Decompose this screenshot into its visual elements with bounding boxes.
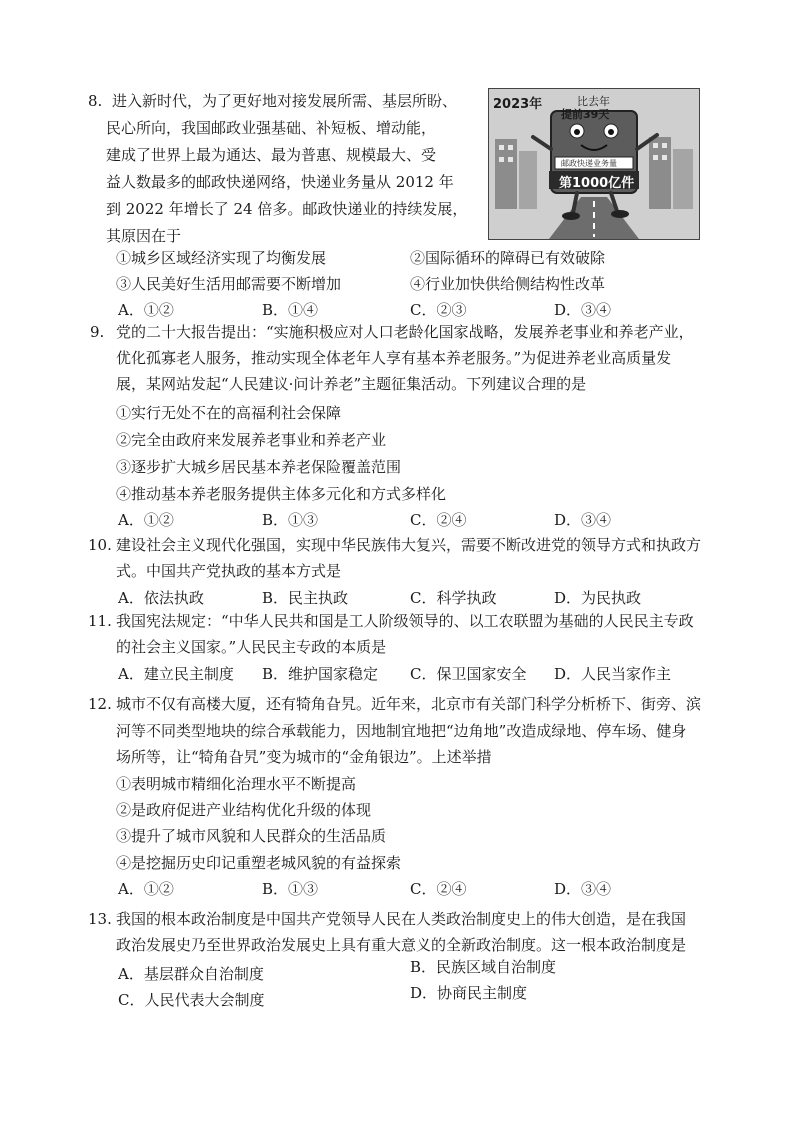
q13-stem-text: 我国的根本政治制度是中国共产党领导人民在人类政治制度史上的伟大创造，是在我国 xyxy=(116,910,687,928)
figure-year-label: 2023年 xyxy=(493,97,543,112)
q8-statement: ④行业加快供给侧结构性改革 xyxy=(410,275,606,293)
q10-option-c[interactable]: C．科学执政 xyxy=(410,589,497,607)
q12-statement: ②是政府促进产业结构优化升级的体现 xyxy=(116,801,372,819)
q9-stem-line: 优化孤寡老人服务，推动实现全体老年人享有基本养老服务。”为促进养老业高质量发 xyxy=(116,349,672,367)
q9-statement: ②完全由政府来发展养老事业和养老产业 xyxy=(116,431,387,449)
q11-option-b[interactable]: B．维护国家稳定 xyxy=(262,665,379,683)
q9-stem-line xyxy=(90,320,694,344)
q11-option-a[interactable]: A．建立民主制度 xyxy=(118,665,234,683)
q13-option-b[interactable]: B．民族区域自治制度 xyxy=(410,958,557,976)
q8-illustration xyxy=(488,88,700,240)
q13-number: 13. xyxy=(88,910,112,928)
q9-option-a[interactable]: A．①② xyxy=(118,511,174,529)
q8-statement: ②国际循环的障碍已有效破除 xyxy=(410,249,606,267)
q10-option-b[interactable]: B．民主执政 xyxy=(262,589,349,607)
figure-compare-label: 提前39天 xyxy=(561,108,610,121)
q12-number: 12. xyxy=(88,695,112,713)
q13-option-d[interactable]: D．协商民主制度 xyxy=(410,984,528,1002)
q10-stem-line: 式。中国共产党执政的基本方式是 xyxy=(116,562,342,580)
q13-stem-line xyxy=(88,907,686,931)
q8-option-b[interactable]: B．①④ xyxy=(262,301,319,319)
q12-stem-text: 城市不仅有高楼大厦，还有犄角旮旯。近年来，北京市有关部门科学分析桥下、街旁、滨 xyxy=(116,695,702,713)
q8-stem-line: 其原因在于 xyxy=(106,227,182,245)
q9-option-d[interactable]: D．③④ xyxy=(554,511,612,529)
q12-statement: ④是挖掘历史印记重塑老城风貌的有益探索 xyxy=(116,854,402,872)
q11-option-d[interactable]: D．人民当家作主 xyxy=(554,665,672,683)
q11-stem-line: 的社会主义国家。”人民民主专政的本质是 xyxy=(116,638,387,656)
q11-stem-line xyxy=(88,609,694,633)
q10-option-a[interactable]: A．依法执政 xyxy=(118,589,204,607)
q8-stem-line: 到 2022 年增长了 24 倍多。邮政快递业的持续发展， xyxy=(106,200,468,218)
q8-option-d[interactable]: D．③④ xyxy=(554,301,612,319)
q8-stem xyxy=(90,88,480,250)
q9-stem-text: 党的二十大报告提出：“实施积极应对人口老龄化国家战略，发展养老事业和养老产业， xyxy=(116,323,694,341)
q12-option-a[interactable]: A．①② xyxy=(118,880,174,898)
q12-option-d[interactable]: D．③④ xyxy=(554,880,612,898)
q12-stem-line xyxy=(88,692,701,716)
q8-stem-line: 进入新时代，为了更好地对接发展所需、基层所盼、 xyxy=(112,92,458,110)
q8-option-a[interactable]: A．①② xyxy=(118,301,174,319)
q10-stem-text: 建设社会主义现代化强国，实现中华民族伟大复兴，需要不断改进党的领导方式和执政方 xyxy=(116,536,702,554)
q13-option-a[interactable]: A．基层群众自治制度 xyxy=(118,965,264,983)
q9-statement: ③逐步扩大城乡居民基本养老保险覆盖范围 xyxy=(116,458,402,476)
q13-stem-line: 政治发展史乃至世界政治发展史上具有重大意义的全新政治制度。这一根本政治制度是 xyxy=(116,936,687,954)
q8-number: 8. xyxy=(88,92,103,110)
figure-compare-label: 比去年 xyxy=(577,95,610,108)
q8-stem-line: 益人数最多的邮政快递网络，快递业务量从 2012 年 xyxy=(106,173,454,191)
q12-stem-line: 场所等，让“犄角旮旯”变为城市的“金角银边”。上述举措 xyxy=(116,748,492,766)
q8-statement: ①城乡区域经济实现了均衡发展 xyxy=(116,249,327,267)
q10-option-d[interactable]: D．为民执政 xyxy=(554,589,642,607)
q8-statement: ③人民美好生活用邮需要不断增加 xyxy=(116,275,342,293)
q8-stem-line: 建成了世界上最为通达、最为普惠、规模最大、受 xyxy=(106,146,437,164)
q12-stem-line: 河等不同类型地块的综合承载能力，因地制宜地把“边角地”改造成绿地、停车场、健身 xyxy=(116,722,687,740)
q11-stem-text: 我国宪法规定：“中华人民共和国是工人阶级领导的、以工农联盟为基础的人民民主专政 xyxy=(116,612,694,630)
q10-stem-line xyxy=(88,533,701,557)
q9-statement: ①实行无处不在的高福利社会保障 xyxy=(116,404,342,422)
q9-option-b[interactable]: B．①③ xyxy=(262,511,319,529)
q9-number: 9. xyxy=(90,323,105,341)
q8-option-c[interactable]: C．②③ xyxy=(410,301,467,319)
q9-stem-line: 展，某网站发起“人民建议·问计养老”主题征集活动。下列建议合理的是 xyxy=(116,375,587,393)
q12-statement: ③提升了城市风貌和人民群众的生活品质 xyxy=(116,827,387,845)
q8-stem-line: 民心所向，我国邮政业强基础、补短板、增动能， xyxy=(106,119,437,137)
q9-option-c[interactable]: C．②④ xyxy=(410,511,467,529)
q12-option-b[interactable]: B．①③ xyxy=(262,880,319,898)
q12-option-c[interactable]: C．②④ xyxy=(410,880,467,898)
q13-option-c[interactable]: C．人民代表大会制度 xyxy=(118,991,265,1009)
q11-number: 11. xyxy=(88,612,112,630)
figure-banner-label: 邮政快递业务量 xyxy=(561,159,617,168)
q10-number: 10. xyxy=(88,536,112,554)
q12-statement: ①表明城市精细化治理水平不断提高 xyxy=(116,775,357,793)
figure-main-label: 第1000亿件 xyxy=(559,176,635,191)
q9-statement: ④推动基本养老服务提供主体多元化和方式多样化 xyxy=(116,485,447,503)
q11-option-c[interactable]: C．保卫国家安全 xyxy=(410,665,527,683)
